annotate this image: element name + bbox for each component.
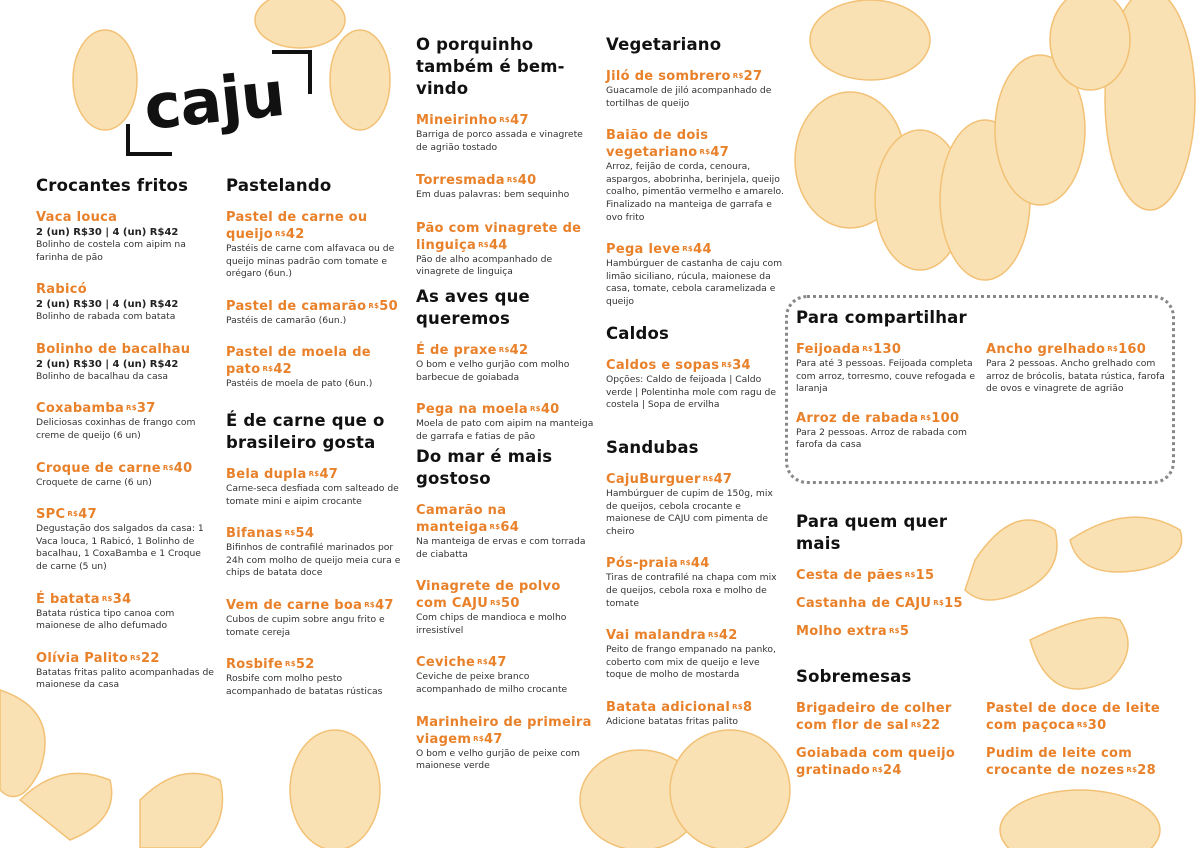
currency-label: R$ (126, 404, 137, 413)
cashew-nut-icon (1070, 517, 1182, 572)
item-name (796, 567, 974, 584)
menu-item (416, 502, 594, 561)
menu-item (986, 745, 1166, 779)
menu-item (36, 341, 214, 384)
currency-label: R$ (933, 599, 945, 607)
item-name (416, 220, 594, 254)
menu-item (416, 714, 594, 773)
item-price: 5 (899, 624, 910, 639)
item-name (226, 209, 404, 243)
menu-item (606, 555, 784, 610)
item-price: 47 (78, 507, 97, 523)
currency-label: R$ (473, 734, 485, 743)
currency-label: R$ (1076, 721, 1088, 729)
item-price: 22 (140, 650, 160, 666)
item-name (606, 627, 784, 644)
item-name (226, 597, 404, 614)
item-description: Na manteiga de ervas e com torrada de ciabatta (416, 536, 586, 560)
item-name-text: CajuBurguer (606, 472, 701, 487)
item-description: Batata rústica tipo canoa com maionese de alho defumado (36, 607, 175, 632)
currency-label: R$ (499, 116, 511, 124)
item-name (36, 460, 214, 477)
currency-label: R$ (682, 245, 694, 254)
item-description: Com chips de mandioca e molho irresistível (416, 612, 567, 636)
menu-item (226, 597, 404, 639)
item-name (416, 112, 594, 129)
item-list (416, 342, 594, 443)
menu-item (416, 342, 594, 384)
menu-item (226, 209, 404, 281)
item-name-text: Pastel de camarão (226, 298, 367, 314)
item-description: Degustação dos salgados da casa: 1 Vaca louca, 1 Rabicó, 1 Bolinho de bacalhau, 1 CoxaBamba e 1 Croque de carne (5 un) (36, 523, 204, 572)
item-price: 34 (732, 358, 751, 373)
section-title: Caldos (606, 324, 670, 343)
currency-label: R$ (708, 631, 719, 640)
item-name-text: Pão com vinagrete de linguiça (416, 220, 582, 253)
item-name-text: Castanha de CAJU (796, 596, 932, 611)
currency-label: R$ (732, 72, 744, 80)
item-name (36, 400, 214, 417)
item-description: Para 2 pessoas. Ancho grelhado com arroz de brócolis, batata rústica, farofa de ovos e vinagrete de agrião (986, 358, 1165, 395)
currency-label: R$ (529, 405, 541, 414)
item-description: Pastéis de carne com alfavaca ou de queijo minas padrão com tomate e orégaro (6un.) (226, 243, 395, 280)
item-name-text: Batata adicional (606, 699, 731, 715)
currency-label: R$ (702, 475, 714, 483)
currency-label: R$ (506, 176, 518, 185)
cashew-nut-icon (965, 520, 1057, 600)
item-name (416, 342, 594, 359)
item-description: Para 2 pessoas. Arroz de rabada com farofa da casa (796, 426, 967, 451)
currency-label: R$ (489, 523, 501, 531)
item-name-text: Pudim de leite com crocante de nozes (986, 746, 1133, 778)
currency-label: R$ (284, 529, 296, 538)
currency-label: R$ (1107, 345, 1119, 353)
item-name (226, 344, 404, 378)
item-list (36, 209, 214, 692)
menu-item (416, 654, 594, 696)
menu-item (606, 699, 784, 729)
menu-section (226, 410, 404, 715)
menu-item (606, 627, 784, 682)
menu-item (986, 341, 1166, 396)
currency-label: R$ (904, 571, 916, 579)
item-list (796, 567, 974, 640)
menu-item (36, 591, 214, 633)
item-name-text: Coxabamba (36, 401, 125, 417)
item-list (796, 700, 1176, 790)
currency-label: R$ (308, 470, 320, 478)
item-list (416, 112, 594, 279)
item-price: 27 (743, 69, 763, 84)
menu-item (36, 209, 214, 264)
item-description: Bolinho de rabada com batata (36, 311, 176, 323)
item-name-text: Olívia Palito (36, 650, 129, 666)
item-price: 30 (1087, 718, 1107, 733)
currency-label: R$ (862, 345, 874, 353)
item-price: 47 (710, 145, 730, 161)
item-list (606, 357, 784, 412)
item-price: 130 (873, 342, 902, 357)
item-description: Adicione batatas fritas palito (606, 715, 739, 727)
item-description: Hambúrguer de castanha de caju com limão siciliano, rúcula, maionese da casa, tomate, cebola caramelizada e queijo (606, 258, 783, 307)
item-price: 50 (379, 298, 398, 314)
currency-label: R$ (364, 600, 376, 609)
menu-item (416, 112, 594, 154)
item-name (796, 623, 974, 640)
item-name-text: Pega leve (606, 242, 681, 258)
menu-item (796, 410, 986, 452)
cashew-fruit-icon (330, 30, 390, 130)
item-price: 47 (510, 113, 529, 128)
item-name-text: Ancho grelhado (986, 342, 1106, 357)
leaf-icon (670, 730, 790, 848)
leaf-icon (580, 750, 700, 848)
section-title: Para compartilhar (796, 308, 967, 327)
section-title: Sandubas (606, 438, 699, 457)
item-name-text: Marinheiro de primeira viagem (416, 714, 592, 747)
currency-label: R$ (721, 361, 733, 369)
menu-item (606, 471, 784, 538)
menu-section (226, 175, 404, 408)
item-name (36, 281, 214, 298)
menu-item (226, 656, 404, 698)
item-list (606, 68, 784, 309)
item-name-text: Rosbife (226, 657, 284, 673)
menu-section (796, 511, 974, 651)
menu-item (416, 172, 594, 202)
item-price: 42 (718, 628, 738, 644)
currency-label: R$ (67, 510, 79, 519)
item-name-text: Pós-praia (606, 556, 679, 572)
item-quantity-prices: 2 (un) R$30 | 4 (un) R$42 (36, 227, 179, 238)
item-description: Tiras de contrafilé na chapa com mix de queijos, cebola roxa e molho de tomate (606, 572, 777, 609)
item-name-text: Torresmada (416, 173, 505, 189)
item-name (606, 68, 784, 85)
item-price: 64 (500, 520, 520, 535)
item-name-text: Rabicó (36, 282, 87, 298)
item-name (606, 241, 784, 258)
item-name-text: Pastel de doce de leite com paçoca (986, 701, 1160, 733)
leaf-icon (1000, 790, 1160, 848)
item-description: Peito de frango empanado na panko, coberto com mix de queijo e leve toque de molho de mostarda (606, 644, 776, 681)
item-list (226, 466, 404, 698)
item-description: Batatas fritas palito acompanhadas de maionese da casa (36, 666, 214, 691)
item-name (416, 172, 594, 189)
item-description: O bom e velho gurjão com molho barbecue de goiabada (416, 359, 570, 383)
item-name-text: SPC (36, 507, 66, 523)
item-price: 28 (1137, 763, 1156, 778)
item-quantity-prices: 2 (un) R$30 | 4 (un) R$42 (36, 358, 179, 370)
section-title: Pastelando (226, 176, 332, 195)
menu-section (416, 34, 594, 297)
item-description: Barriga de porco assada e vinagrete de agrião tostado (416, 129, 583, 153)
cashew-nut-icon (20, 773, 112, 840)
item-name (606, 471, 784, 488)
item-price: 24 (883, 763, 902, 778)
currency-label: R$ (490, 599, 501, 608)
item-name (226, 525, 404, 542)
currency-label: R$ (101, 594, 113, 603)
item-list (226, 209, 404, 391)
item-name-text: Brigadeiro de colher com flor de sal (796, 701, 952, 733)
item-price: 15 (915, 568, 935, 583)
item-price: 40 (517, 173, 537, 189)
item-name (606, 555, 784, 572)
menu-section (416, 446, 594, 790)
item-name (416, 654, 594, 671)
item-name (416, 401, 594, 418)
section-title: Sobremesas (796, 667, 912, 686)
item-price: 47 (484, 731, 503, 747)
item-description: Bolinho de bacalhau da casa (36, 370, 168, 382)
item-description: Bolinho de costela com aipim na farinha de pão (36, 239, 186, 263)
item-name-text: Molho extra (796, 624, 887, 639)
item-name (36, 506, 214, 523)
section-title: Vegetariano (606, 35, 722, 54)
item-price: 54 (295, 526, 315, 542)
item-list (606, 471, 784, 729)
currency-label: R$ (498, 346, 510, 354)
caju-logo (122, 42, 322, 162)
currency-label: R$ (910, 721, 922, 729)
item-name (796, 745, 986, 779)
item-description: Opções: Caldo de feijoada | Caldo verde | Polentinha mole com ragu de costela | Sopa de ervilha (606, 374, 777, 411)
currency-label: R$ (478, 240, 489, 249)
menu-item (226, 466, 404, 508)
menu-section (36, 175, 214, 709)
cashew-fruit-icon (795, 92, 905, 228)
item-name-text: Goiabada com queijo gratinado (796, 746, 956, 778)
item-quantity-prices: 2 (un) R$30 | 4 (un) R$42 (36, 299, 179, 311)
item-name (36, 341, 214, 358)
item-name-text: Croque de carne (36, 460, 161, 476)
menu-item (796, 567, 974, 584)
currency-label: R$ (872, 766, 883, 774)
item-description: O bom e velho gurjão de peixe com maionese verde (416, 747, 581, 772)
item-name-text: Vaca louca (36, 210, 118, 225)
menu-item (36, 281, 214, 324)
item-price: 42 (285, 227, 305, 242)
menu-section (416, 286, 594, 460)
item-price: 22 (921, 718, 941, 733)
item-price: 15 (944, 596, 963, 611)
menu-item (36, 506, 214, 573)
menu-item (796, 700, 986, 734)
item-name (986, 745, 1166, 779)
menu-section (796, 307, 1176, 466)
cashew-fruit-icon (255, 0, 345, 48)
item-name (796, 341, 986, 358)
item-name (36, 209, 214, 226)
item-price: 42 (509, 343, 529, 358)
item-name (226, 466, 404, 483)
item-name-text: Camarão na manteiga (416, 503, 507, 535)
section-title: Crocantes fritos (36, 176, 189, 195)
item-price: 100 (931, 410, 960, 426)
item-price: 40 (173, 460, 193, 476)
cashew-fruit-icon (290, 730, 380, 848)
item-name-text: Jiló de sombrero (606, 69, 731, 84)
menu-item (226, 525, 404, 580)
item-name-text: Vinagrete de polvo com CAJU (416, 579, 561, 612)
menu-section (606, 34, 784, 326)
cashew-fruit-icon (995, 55, 1085, 205)
item-price: 40 (540, 402, 560, 418)
item-name-text: Bifanas (226, 526, 283, 542)
item-price: 47 (319, 467, 339, 482)
menu-item (416, 578, 594, 637)
item-price: 160 (1118, 342, 1147, 357)
cashew-nut-icon (140, 773, 223, 848)
menu-item (606, 127, 784, 224)
item-name-text: Baião de dois vegetariano (606, 128, 709, 161)
menu-item (416, 220, 594, 279)
currency-label: R$ (275, 230, 286, 238)
item-description: Bifinhos de contrafilé marinados por 24h com molho de queijo meia cura e chips de batata doce (226, 542, 401, 579)
menu-item (226, 344, 404, 391)
item-list (796, 341, 1176, 466)
menu-item (606, 241, 784, 308)
item-name-text: Mineirinho (416, 113, 498, 128)
currency-label: R$ (732, 702, 743, 711)
menu-item (606, 68, 784, 110)
item-price: 44 (690, 556, 710, 572)
item-description: Arroz, feijão de corda, cenoura, aspargos, abobrinha, berinjela, queijo coalho, pimentão vermelho e amarelo. Finalizado na manteiga de garrafa e ovo frito (606, 161, 784, 223)
logo-text: caju (140, 56, 288, 145)
item-price: 44 (693, 242, 712, 258)
item-name (606, 127, 784, 161)
currency-label: R$ (368, 301, 380, 310)
menu-item (796, 623, 974, 640)
item-description: Ceviche de peixe branco acompanhado de milho crocante (416, 671, 568, 695)
item-description: Pão de alho acompanhado de vinagrete de linguiça (416, 253, 553, 278)
item-list (416, 502, 594, 773)
item-description: Em duas palavras: bem sequinho (416, 189, 570, 201)
item-name (226, 298, 404, 315)
item-description: Guacamole de jiló acompanhado de tortilhas de queijo (606, 85, 772, 109)
item-name-text: Bolinho de bacalhau (36, 341, 191, 357)
item-description: Deliciosas coxinhas de frango com creme de queijo (6 un) (36, 417, 196, 441)
item-name-text: Feijoada (796, 342, 861, 357)
menu-item (36, 460, 214, 490)
item-description: Croquete de carne (6 un) (36, 476, 152, 488)
menu-item (36, 650, 214, 692)
item-description: Pastéis de camarão (6un.) (226, 314, 347, 326)
item-price: 50 (500, 596, 520, 612)
menu-item (986, 700, 1166, 734)
item-name-text: Arroz de rabada (796, 410, 919, 426)
item-name-text: Pastel de carne ou queijo (226, 210, 368, 242)
menu-section (796, 666, 1176, 790)
section-title: Para quem quer mais (796, 512, 948, 553)
item-name (986, 341, 1166, 358)
item-name (226, 656, 404, 673)
menu-section (606, 437, 784, 746)
menu-item (796, 341, 986, 396)
item-name-text: É de praxe (416, 343, 497, 358)
item-price: 8 (742, 699, 753, 715)
item-description: Rosbife com molho pesto acompanhado de batatas rústicas (226, 673, 383, 697)
menu-item (606, 357, 784, 412)
item-description: Pastéis de moela de pato (6un.) (226, 378, 373, 390)
menu-item (796, 745, 986, 779)
currency-label: R$ (1126, 766, 1138, 774)
item-name (986, 700, 1166, 734)
currency-label: R$ (262, 365, 274, 374)
item-name (606, 699, 784, 716)
item-name (796, 595, 974, 612)
menu-section (606, 323, 784, 429)
cashew-fruit-icon (940, 120, 1030, 280)
section-title: Do mar é mais gostoso (416, 447, 553, 488)
currency-label: R$ (699, 148, 711, 157)
currency-label: R$ (285, 660, 296, 669)
menu-item (796, 595, 974, 612)
item-description: Carne-seca desfiada com salteado de tomate mini e aipim crocante (226, 483, 399, 507)
item-name-text: Bela dupla (226, 467, 307, 482)
item-name (606, 357, 784, 374)
item-name (36, 650, 214, 667)
currency-label: R$ (130, 653, 141, 662)
item-name (796, 410, 986, 427)
item-price: 42 (273, 362, 293, 378)
menu-item (226, 298, 404, 328)
item-name-text: Caldos e sopas (606, 358, 720, 373)
leaf-icon (1105, 0, 1195, 210)
currency-label: R$ (888, 627, 900, 635)
menu-item (36, 400, 214, 442)
item-price: 47 (375, 597, 394, 613)
leaf-icon (1050, 0, 1130, 90)
item-name (796, 700, 986, 734)
item-price: 47 (488, 655, 507, 671)
currency-label: R$ (920, 413, 932, 422)
item-description: Moela de pato com aipim na manteiga de garrafa e fatias de pão (416, 418, 594, 442)
item-description: Hambúrguer de cupim de 150g, mix de queijos, cebola crocante e maionese de CAJU com pimenta de cheiro (606, 488, 773, 537)
currency-label: R$ (477, 658, 489, 667)
item-name-text: Pega na moela (416, 402, 528, 418)
item-price: 34 (112, 591, 132, 607)
item-price: 44 (488, 237, 508, 253)
section-title: As aves que queremos (416, 287, 530, 328)
item-name (416, 714, 594, 748)
item-name-text: Pastel de moela de pato (226, 345, 371, 378)
item-price: 47 (713, 472, 733, 487)
item-price: 52 (295, 657, 315, 673)
item-description: Cubos de cupim sobre angu frito e tomate cereja (226, 613, 385, 638)
item-description: Para até 3 pessoas. Feijoada completa com arroz, torresmo, couve refogada e laranja (796, 358, 975, 395)
menu-item (416, 401, 594, 443)
item-name-text: Ceviche (416, 655, 476, 671)
item-price: 37 (136, 401, 156, 417)
item-name-text: Vai malandra (606, 628, 706, 644)
currency-label: R$ (162, 463, 174, 472)
currency-label: R$ (680, 559, 691, 568)
item-name-text: É batata (36, 591, 100, 607)
leaf-icon (810, 0, 930, 80)
item-name-text: Cesta de pães (796, 568, 903, 583)
item-name (416, 578, 594, 612)
item-name-text: Vem de carne boa (226, 597, 363, 613)
item-name (36, 591, 214, 608)
cashew-fruit-icon (875, 130, 965, 270)
section-title: O porquinho também é bem-vindo (416, 35, 565, 98)
section-title: É de carne que o brasileiro gosta (226, 411, 385, 452)
item-name (416, 502, 594, 536)
